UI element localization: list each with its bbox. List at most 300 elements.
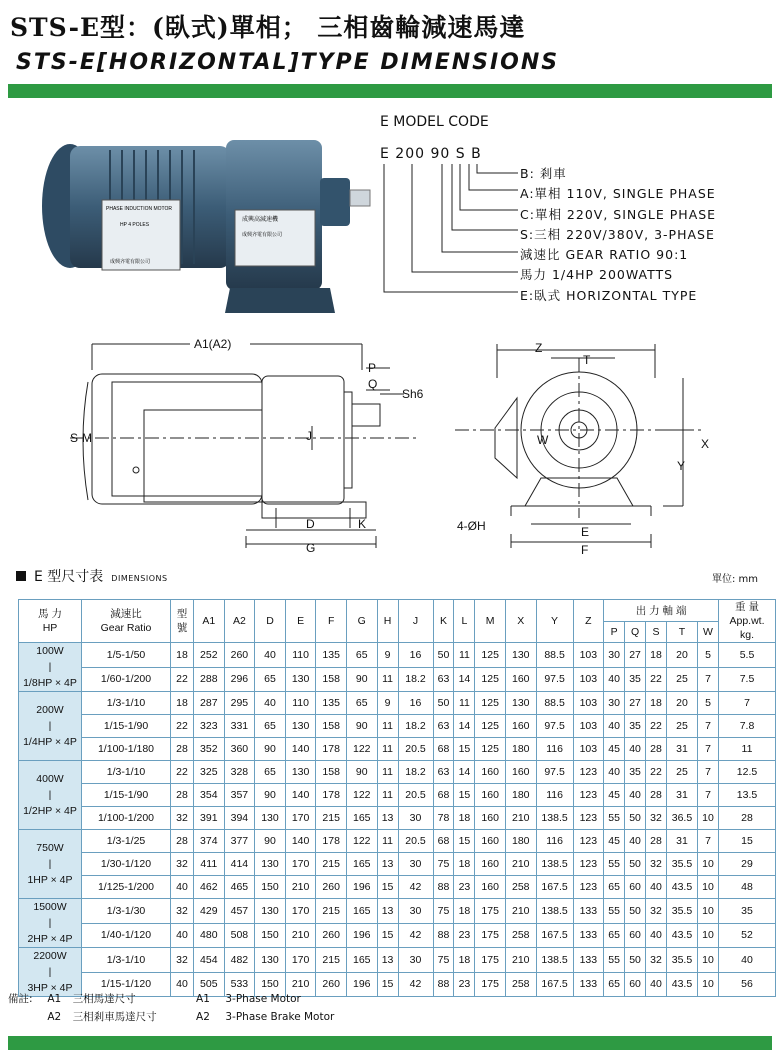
- table-cell: 150: [255, 876, 286, 899]
- note-a2-en: 3-Phase Brake Motor: [225, 1011, 335, 1023]
- table-cell: 103: [573, 692, 604, 715]
- table-cell: 40: [646, 923, 667, 948]
- table-cell: 123: [573, 853, 604, 876]
- table-row: [19, 692, 776, 715]
- table-row: [19, 830, 776, 853]
- table-cell: 123: [573, 784, 604, 807]
- table-cell: 258: [505, 876, 536, 899]
- th-weight: 重 量 App.wt. kg.: [719, 600, 776, 643]
- front-view-drawing: [455, 338, 730, 560]
- table-cell: 374: [194, 830, 225, 853]
- table-cell: 9: [377, 643, 398, 668]
- table-cell: 28: [171, 738, 194, 761]
- table-cell: 1/3-1/30: [82, 899, 171, 924]
- table-cell: 35: [625, 667, 646, 692]
- table-cell: 45: [604, 738, 625, 761]
- table-cell: 288: [194, 667, 225, 692]
- table-cell: 11: [454, 643, 475, 668]
- table-cell: 160: [475, 876, 506, 899]
- table-cell: 140: [285, 830, 316, 853]
- table-cell: 13: [377, 807, 398, 830]
- table-cell: 178: [316, 738, 347, 761]
- note-a2-key-en: A2: [196, 1011, 210, 1023]
- table-cell: 175: [475, 948, 506, 973]
- table-cell: 40: [719, 948, 776, 973]
- table-cell: 130: [255, 948, 286, 973]
- dim-g: G: [306, 541, 316, 555]
- table-cell: 78: [433, 807, 454, 830]
- th-q: Q: [625, 621, 646, 643]
- table-cell: 56: [719, 972, 776, 997]
- table-cell: 260: [316, 923, 347, 948]
- bullet-square-icon: [16, 571, 26, 581]
- table-cell: 50: [625, 948, 646, 973]
- table-cell: 18.2: [398, 667, 433, 692]
- th-y: Y: [536, 600, 573, 643]
- dim-s: S: [70, 431, 79, 445]
- table-cell: 508: [224, 923, 255, 948]
- hp-cell: 2200W | 3HP × 4P: [19, 948, 82, 997]
- table-cell: 22: [171, 761, 194, 784]
- table-cell: 140: [285, 784, 316, 807]
- table-cell: 20: [666, 692, 697, 715]
- model-code-item: C:單相 220V, SINGLE PHASE: [520, 207, 717, 222]
- table-cell: 65: [346, 692, 377, 715]
- table-cell: 65: [255, 667, 286, 692]
- th-g: G: [346, 600, 377, 643]
- dim-w: W: [537, 433, 549, 447]
- table-cell: 533: [224, 972, 255, 997]
- note-a2-key: A2: [47, 1011, 62, 1023]
- table-cell: 42: [398, 923, 433, 948]
- th-a2: A2: [224, 600, 255, 643]
- table-cell: 28: [646, 738, 667, 761]
- table-cell: 158: [316, 667, 347, 692]
- side-view-drawing: [70, 330, 440, 562]
- footnotes: [8, 990, 334, 1026]
- table-cell: 125: [475, 643, 506, 668]
- table-cell: 75: [433, 899, 454, 924]
- model-code-leaders: [380, 164, 525, 296]
- note-a1-key-en: A1: [196, 993, 210, 1005]
- table-cell: 167.5: [536, 923, 573, 948]
- table-cell: 180: [505, 784, 536, 807]
- th-d: D: [255, 600, 286, 643]
- note-a2-cn: 三相剎車馬達尺寸: [72, 1011, 157, 1023]
- table-cell: 28: [171, 784, 194, 807]
- table-cell: 165: [346, 948, 377, 973]
- table-cell: 11: [454, 692, 475, 715]
- table-cell: 32: [646, 853, 667, 876]
- table-cell: 158: [316, 761, 347, 784]
- th-m: M: [475, 600, 506, 643]
- table-cell: 40: [604, 715, 625, 738]
- table-cell: 28: [171, 830, 194, 853]
- table-cell: 215: [316, 807, 347, 830]
- table-cell: 18: [454, 948, 475, 973]
- table-cell: 130: [255, 807, 286, 830]
- table-cell: 215: [316, 853, 347, 876]
- table-cell: 295: [224, 692, 255, 715]
- table-cell: 27: [625, 643, 646, 668]
- table-cell: 11: [377, 667, 398, 692]
- table-cell: 15: [454, 738, 475, 761]
- table-row: [19, 784, 776, 807]
- table-cell: 35.5: [666, 899, 697, 924]
- table-cell: 103: [573, 643, 604, 668]
- table-cell: 130: [285, 667, 316, 692]
- table-cell: 10: [697, 923, 718, 948]
- table-cell: 7: [697, 761, 718, 784]
- table-cell: 160: [505, 761, 536, 784]
- table-cell: 138.5: [536, 948, 573, 973]
- table-cell: 260: [316, 972, 347, 997]
- table-cell: 10: [697, 876, 718, 899]
- table-cell: 5: [697, 643, 718, 668]
- table-cell: 16: [398, 692, 433, 715]
- table-cell: 15: [377, 876, 398, 899]
- dimensions-table-body: [19, 643, 776, 997]
- table-cell: 23: [454, 972, 475, 997]
- hp-cell: 750W | 1HP × 4P: [19, 830, 82, 899]
- table-cell: 68: [433, 738, 454, 761]
- table-cell: 42: [398, 972, 433, 997]
- table-cell: 35.5: [666, 853, 697, 876]
- table-cell: 7: [697, 784, 718, 807]
- table-cell: 1/3-1/10: [82, 948, 171, 973]
- table-cell: 130: [505, 692, 536, 715]
- table-cell: 150: [255, 972, 286, 997]
- table-cell: 43.5: [666, 876, 697, 899]
- table-cell: 296: [224, 667, 255, 692]
- table-cell: 1/30-1/120: [82, 853, 171, 876]
- dim-y: Y: [677, 459, 686, 473]
- table-cell: 40: [255, 692, 286, 715]
- table-cell: 55: [604, 853, 625, 876]
- section-heading: [16, 566, 168, 586]
- table-cell: 160: [475, 784, 506, 807]
- table-cell: 40: [625, 830, 646, 853]
- table-cell: 125: [475, 692, 506, 715]
- table-row: [19, 807, 776, 830]
- table-cell: 14: [454, 761, 475, 784]
- table-cell: 130: [505, 643, 536, 668]
- model-code-item: E:臥式 HORIZONTAL TYPE: [520, 288, 698, 303]
- table-cell: 18.2: [398, 715, 433, 738]
- table-cell: 48: [719, 876, 776, 899]
- table-cell: 125: [475, 738, 506, 761]
- model-code-item: A:單相 110V, SINGLE PHASE: [520, 186, 716, 201]
- table-cell: 65: [604, 923, 625, 948]
- table-cell: 75: [433, 853, 454, 876]
- table-cell: 10: [697, 807, 718, 830]
- table-cell: 35: [625, 715, 646, 738]
- table-cell: 15: [377, 923, 398, 948]
- th-frame: 型號: [171, 600, 194, 643]
- table-cell: 90: [346, 715, 377, 738]
- table-cell: 30: [398, 899, 433, 924]
- th-t: T: [666, 621, 697, 643]
- table-cell: 11: [377, 738, 398, 761]
- table-cell: 40: [625, 738, 646, 761]
- table-cell: 215: [316, 948, 347, 973]
- th-k: K: [433, 600, 454, 643]
- hp-cell: 1500W | 2HP × 4P: [19, 899, 82, 948]
- table-cell: 1/15-1/90: [82, 715, 171, 738]
- table-cell: 165: [346, 899, 377, 924]
- table-cell: 116: [536, 738, 573, 761]
- table-cell: 125: [475, 715, 506, 738]
- table-cell: 258: [505, 923, 536, 948]
- table-cell: 7.5: [719, 667, 776, 692]
- th-e: E: [285, 600, 316, 643]
- table-cell: 40: [604, 761, 625, 784]
- table-row: [19, 899, 776, 924]
- table-cell: 133: [573, 923, 604, 948]
- table-cell: 123: [573, 807, 604, 830]
- note-a1-cn: 三相馬達尺寸: [72, 993, 136, 1005]
- note-a1-en: 3-Phase Motor: [225, 993, 301, 1005]
- table-cell: 13: [377, 948, 398, 973]
- table-cell: 55: [604, 948, 625, 973]
- table-cell: 1/100-1/180: [82, 738, 171, 761]
- section-subtitle: DIMENSIONS: [111, 574, 168, 583]
- table-cell: 11: [377, 761, 398, 784]
- table-cell: 50: [433, 643, 454, 668]
- table-cell: 65: [604, 876, 625, 899]
- model-code-item: S:三相 220V/380V, 3-PHASE: [520, 227, 715, 242]
- table-cell: 354: [194, 784, 225, 807]
- table-cell: 414: [224, 853, 255, 876]
- table-cell: 7: [697, 738, 718, 761]
- table-row: [19, 853, 776, 876]
- table-cell: 1/3-1/10: [82, 761, 171, 784]
- table-cell: 22: [646, 715, 667, 738]
- table-cell: 32: [646, 948, 667, 973]
- table-cell: 1/40-1/120: [82, 923, 171, 948]
- table-cell: 210: [505, 899, 536, 924]
- table-cell: 18: [454, 899, 475, 924]
- table-cell: 394: [224, 807, 255, 830]
- table-cell: 20: [666, 643, 697, 668]
- table-cell: 357: [224, 784, 255, 807]
- table-cell: 40: [171, 923, 194, 948]
- table-cell: 97.5: [536, 667, 573, 692]
- table-cell: 210: [285, 923, 316, 948]
- table-cell: 88: [433, 876, 454, 899]
- dim-sh6: Sh6: [402, 387, 424, 401]
- table-cell: 196: [346, 923, 377, 948]
- table-cell: 1/100-1/200: [82, 807, 171, 830]
- table-cell: 323: [194, 715, 225, 738]
- table-cell: 42: [398, 876, 433, 899]
- table-cell: 135: [316, 643, 347, 668]
- table-cell: 30: [398, 807, 433, 830]
- dim-4h: 4-ØH: [457, 519, 486, 533]
- table-cell: 20.5: [398, 830, 433, 853]
- table-cell: 60: [625, 876, 646, 899]
- table-cell: 31: [666, 830, 697, 853]
- table-cell: 18: [171, 643, 194, 668]
- table-cell: 138.5: [536, 853, 573, 876]
- th-x: X: [505, 600, 536, 643]
- table-cell: 88.5: [536, 643, 573, 668]
- table-cell: 13.5: [719, 784, 776, 807]
- table-row: [19, 715, 776, 738]
- table-cell: 40: [255, 643, 286, 668]
- table-cell: 103: [573, 738, 604, 761]
- table-cell: 40: [625, 784, 646, 807]
- table-cell: 90: [255, 738, 286, 761]
- left-nameplate-title: PHASE INDUCTION MOTOR: [106, 206, 173, 212]
- th-p: P: [604, 621, 625, 643]
- table-cell: 122: [346, 784, 377, 807]
- dim-d: D: [306, 517, 315, 531]
- table-cell: 14: [454, 667, 475, 692]
- table-cell: 36.5: [666, 807, 697, 830]
- table-cell: 1/3-1/25: [82, 830, 171, 853]
- table-cell: 175: [475, 899, 506, 924]
- table-cell: 90: [255, 830, 286, 853]
- table-cell: 175: [475, 923, 506, 948]
- table-cell: 18: [454, 853, 475, 876]
- table-cell: 116: [536, 784, 573, 807]
- table-cell: 11: [377, 715, 398, 738]
- table-cell: 65: [604, 972, 625, 997]
- table-cell: 167.5: [536, 876, 573, 899]
- table-cell: 25: [666, 667, 697, 692]
- table-row: [19, 738, 776, 761]
- table-cell: 22: [646, 761, 667, 784]
- table-cell: 180: [505, 830, 536, 853]
- table-cell: 110: [285, 692, 316, 715]
- table-cell: 331: [224, 715, 255, 738]
- dim-a1a2: A1(A2): [194, 337, 232, 351]
- table-cell: 482: [224, 948, 255, 973]
- table-cell: 18: [646, 643, 667, 668]
- model-code-item: 減速比 GEAR RATIO 90:1: [520, 247, 689, 262]
- dim-p: P: [368, 361, 377, 375]
- table-cell: 215: [316, 899, 347, 924]
- table-cell: 50: [433, 692, 454, 715]
- table-cell: 210: [505, 807, 536, 830]
- table-cell: 170: [285, 899, 316, 924]
- table-cell: 32: [171, 899, 194, 924]
- table-cell: 160: [505, 667, 536, 692]
- table-cell: 7: [697, 667, 718, 692]
- dim-m: M: [82, 431, 92, 445]
- table-cell: 15: [454, 784, 475, 807]
- table-row: [19, 643, 776, 668]
- table-cell: 90: [255, 784, 286, 807]
- table-cell: 328: [224, 761, 255, 784]
- table-cell: 63: [433, 667, 454, 692]
- table-cell: 63: [433, 761, 454, 784]
- table-cell: 175: [475, 972, 506, 997]
- table-cell: 32: [171, 853, 194, 876]
- table-cell: 22: [171, 715, 194, 738]
- table-cell: 1/60-1/200: [82, 667, 171, 692]
- table-cell: 178: [316, 830, 347, 853]
- table-cell: 160: [475, 853, 506, 876]
- table-cell: 13: [377, 899, 398, 924]
- table-cell: 90: [346, 761, 377, 784]
- table-cell: 170: [285, 948, 316, 973]
- table-cell: 55: [604, 899, 625, 924]
- table-cell: 360: [224, 738, 255, 761]
- dim-f: F: [581, 543, 589, 557]
- table-cell: 505: [194, 972, 225, 997]
- table-cell: 160: [475, 807, 506, 830]
- table-cell: 88.5: [536, 692, 573, 715]
- table-cell: 130: [285, 761, 316, 784]
- table-cell: 88: [433, 972, 454, 997]
- table-cell: 210: [285, 972, 316, 997]
- th-gear-ratio: 減速比 Gear Ratio: [82, 600, 171, 643]
- table-cell: 30: [398, 853, 433, 876]
- table-cell: 43.5: [666, 923, 697, 948]
- left-nameplate-maker: 成興齐電有限公司: [110, 259, 151, 265]
- table-cell: 40: [171, 972, 194, 997]
- table-cell: 165: [346, 853, 377, 876]
- table-cell: 30: [398, 948, 433, 973]
- table-cell: 40: [171, 876, 194, 899]
- table-cell: 50: [625, 899, 646, 924]
- table-cell: 160: [505, 715, 536, 738]
- table-cell: 11: [719, 738, 776, 761]
- table-cell: 7.8: [719, 715, 776, 738]
- th-z: Z: [573, 600, 604, 643]
- table-cell: 160: [475, 830, 506, 853]
- table-cell: 97.5: [536, 715, 573, 738]
- table-cell: 196: [346, 972, 377, 997]
- note-a1-key: A1: [47, 993, 62, 1005]
- table-cell: 287: [194, 692, 225, 715]
- table-cell: 50: [625, 807, 646, 830]
- table-cell: 1/5-1/50: [82, 643, 171, 668]
- table-cell: 32: [171, 807, 194, 830]
- right-nameplate-maker: 成興齐電有限公司: [242, 232, 283, 238]
- dim-j: J: [306, 429, 312, 443]
- table-cell: 125: [475, 667, 506, 692]
- table-cell: 30: [604, 643, 625, 668]
- table-cell: 252: [194, 643, 225, 668]
- table-cell: 63: [433, 715, 454, 738]
- table-cell: 25: [666, 761, 697, 784]
- hp-cell: 100W | 1/8HP × 4P: [19, 643, 82, 692]
- table-cell: 110: [285, 643, 316, 668]
- table-cell: 30: [604, 692, 625, 715]
- th-hp: 馬 力 HP: [19, 600, 82, 643]
- table-cell: 122: [346, 738, 377, 761]
- th-l: L: [454, 600, 475, 643]
- table-cell: 40: [604, 667, 625, 692]
- hp-cell: 200W | 1/4HP × 4P: [19, 692, 82, 761]
- dimensions-table: [18, 599, 776, 997]
- table-row: [19, 761, 776, 784]
- table-cell: 7: [697, 715, 718, 738]
- model-code-item: 馬力 1/4HP 200WATTS: [520, 267, 674, 282]
- table-cell: 11: [377, 830, 398, 853]
- table-cell: 15: [454, 830, 475, 853]
- table-cell: 65: [255, 761, 286, 784]
- table-cell: 20.5: [398, 738, 433, 761]
- table-cell: 103: [573, 715, 604, 738]
- table-cell: 65: [255, 715, 286, 738]
- table-cell: 133: [573, 948, 604, 973]
- table-cell: 165: [346, 807, 377, 830]
- table-cell: 123: [573, 830, 604, 853]
